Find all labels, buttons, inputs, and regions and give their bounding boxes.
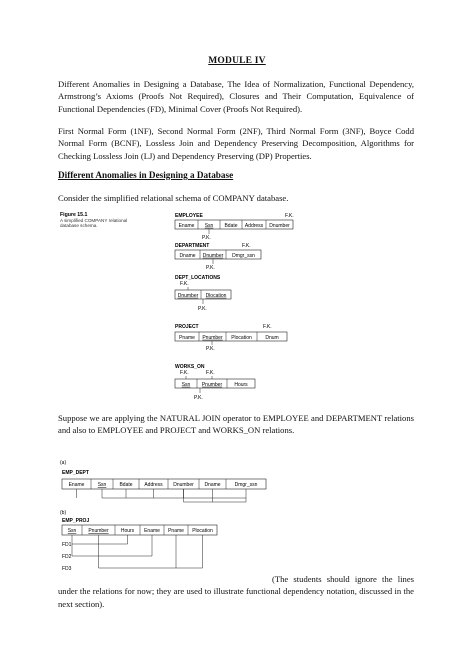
relation-name: EMPLOYEE — [175, 213, 203, 219]
intro-paragraph-1: Different Anomalies in Designing a Database, The Idea of Normalization, Functional Dependency, Armstrong’s Axioms (Proofs Not Required), Closures and Their Computation, Equivalence of Functional Dependencies (FD), Minimal Cover (Proofs Not Required). — [58, 79, 414, 114]
attr-cell: Dname — [179, 252, 196, 259]
attr-cell: Hours — [120, 528, 135, 535]
figure-caption-title: Figure 15.1 — [60, 212, 88, 218]
page-title: MODULE IV — [208, 56, 266, 66]
figure-part-label: (b) — [60, 510, 67, 516]
attr-cell: Bdate — [224, 222, 238, 229]
relation-emp-dept — [62, 479, 266, 489]
pk-label: P.K. — [202, 235, 211, 241]
attr-cell: Dnumber — [177, 292, 199, 299]
attr-cell: Dnum — [265, 334, 279, 341]
fk-label: F.K. — [206, 370, 215, 376]
students-note — [58, 573, 414, 610]
fd-label: FD2 — [62, 554, 72, 560]
section-heading: Different Anomalies in Designing a Database — [58, 170, 234, 180]
fd-lines-emp-dept — [77, 489, 247, 502]
company-schema-figure — [60, 210, 320, 410]
attr-cell: Plocation — [231, 334, 252, 341]
pk-label: P.K. — [206, 346, 215, 352]
fd-lines-emp-proj — [72, 535, 203, 568]
pk-label: P.K. — [206, 265, 215, 271]
attr-cell: Dmgr_ssn — [234, 482, 258, 489]
fd-label: FD3 — [62, 566, 72, 572]
natural-join-paragraph: Suppose we are applying the NATURAL JOIN operator to EMPLOYEE and DEPARTMENT relations and also to EMPLOYEE and PROJECT and WORKS_ON relations. — [58, 413, 414, 436]
attr-cell: Pnumber — [88, 528, 109, 535]
pk-label: P.K. — [198, 306, 207, 312]
figure-caption-line-1: A simplified COMPANY relational — [60, 218, 128, 223]
fk-label: F.K. — [285, 213, 294, 219]
attr-cell: Ssn — [97, 482, 107, 489]
attr-cell: Pname — [179, 334, 195, 341]
relation-name: WORKS_ON — [175, 364, 205, 370]
relation-name: EMP_DEPT — [62, 470, 89, 476]
figure-part-label: (a) — [60, 460, 67, 466]
attr-cell: Dlocation — [205, 292, 227, 299]
attr-cell: Address — [244, 222, 264, 229]
figure-caption-line-2: database schema. — [60, 223, 98, 228]
attr-cell: Dnumber — [269, 222, 290, 229]
relation-name: PROJECT — [175, 324, 199, 330]
relation-department — [175, 243, 261, 271]
fk-label: F.K. — [242, 243, 251, 249]
fk-label: F.K. — [180, 370, 189, 376]
attr-cell: Dnumber — [173, 482, 194, 489]
emp-dept-emp-proj-figure — [58, 458, 278, 578]
note-text: (The students should ignore the lines under the relations for now; they are used to illustrate functional dependency notation, discussed in the next section). — [58, 574, 414, 609]
relation-emp-proj — [62, 525, 217, 535]
attr-cell: Ssn — [67, 528, 77, 535]
attr-cell: Dname — [204, 482, 221, 489]
attr-cell: Ssn — [181, 381, 191, 388]
attr-cell: Ssn — [204, 222, 214, 229]
attr-cell: Hours — [234, 381, 248, 388]
pk-label: P.K. — [194, 395, 203, 401]
attr-cell: Pnumber — [202, 334, 223, 341]
attr-cell: Ename — [68, 482, 85, 489]
relation-name: DEPT_LOCATIONS — [175, 275, 221, 281]
relation-name: EMP_PROJ — [62, 518, 90, 524]
relation-dept-locations — [175, 275, 231, 312]
intro-paragraph-2: First Normal Form (1NF), Second Normal Form (2NF), Third Normal Form (3NF), Boyce Codd Normal Form (BCNF), Lossless Join and Dependency Preserving Decomposition, Algorithms for Checking Lossless Join (LJ) and Dependency Preserving (DP) Properties. — [58, 126, 414, 161]
fd-label: FD1 — [62, 542, 72, 548]
relation-employee — [175, 213, 294, 241]
relation-name: DEPARTMENT — [175, 243, 210, 249]
attr-cell: Plocation — [192, 528, 213, 535]
fk-label: F.K. — [180, 281, 189, 287]
attr-cell: Dmgr_ssn — [232, 252, 255, 259]
attr-cell: Ename — [144, 528, 160, 535]
relation-works-on — [175, 364, 255, 401]
consider-text: Consider the simplified relational schema of COMPANY database. — [58, 193, 289, 203]
relation-project — [175, 324, 287, 352]
fk-label: F.K. — [263, 324, 272, 330]
attr-cell: Dnumber — [202, 252, 224, 259]
attr-cell: Address — [144, 482, 163, 489]
attr-cell: Pname — [168, 528, 184, 535]
attr-cell: Pnumber — [201, 381, 223, 388]
attr-cell: Ename — [178, 222, 195, 229]
attr-cell: Bdate — [119, 482, 133, 489]
